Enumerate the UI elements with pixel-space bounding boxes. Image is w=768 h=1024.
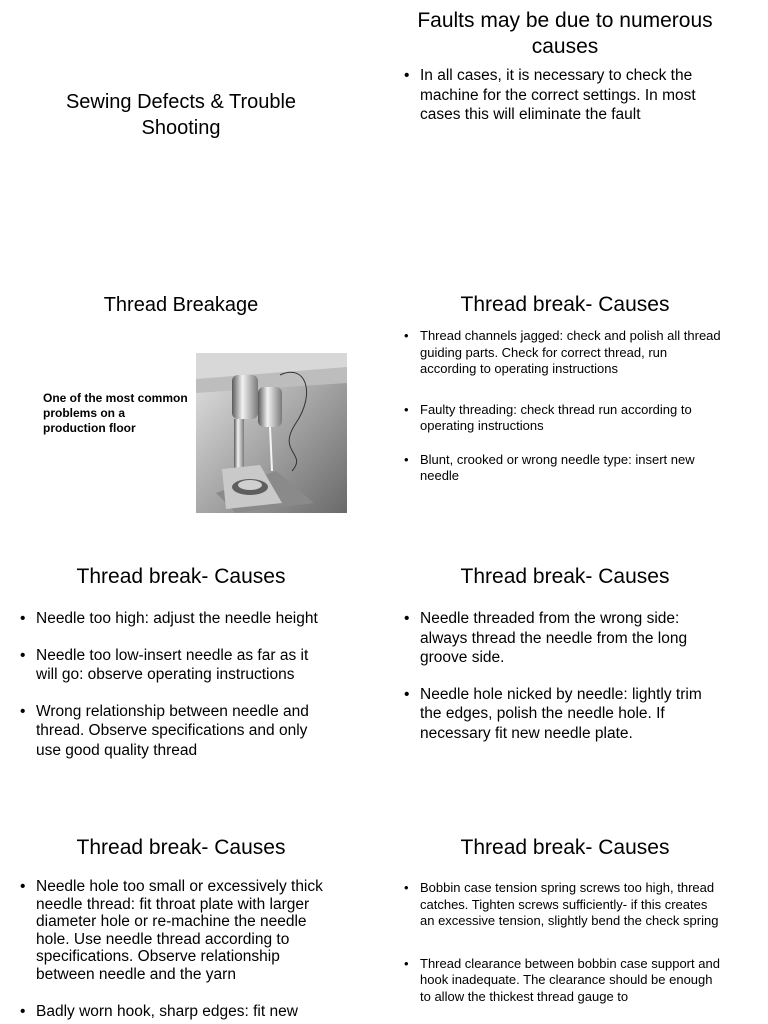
list-item: • Badly worn hook, sharp edges: fit new [20, 1003, 338, 1021]
slide6-title: Thread break- Causes [460, 565, 670, 588]
slide5-title: Thread break- Causes [76, 565, 286, 588]
list-item: • Needle hole too small or excessively thick needle thread: fit throat plate with larger diameter hole or re-machine the needle hole. Use needle thread according to specifications. Observe relationship between needle and the yarn [20, 878, 338, 983]
list-item: • Thread clearance between bobbin case support and hook inadequate. The clearance should be enough to allow the thickest thread gauge to [404, 956, 722, 1006]
slide4-title: Thread break- Causes [460, 293, 670, 316]
slide2-bullet-list [404, 66, 734, 125]
list-item: • Thread channels jagged: check and polish all thread guiding parts. Check for correct thread, run according to operating instructions [404, 328, 722, 378]
list-item: • Needle hole nicked by needle: lightly trim the edges, polish the needle hole. If necessary fit new needle plate. [404, 685, 724, 744]
list-item: • Blunt, crooked or wrong needle type: insert new needle [404, 452, 722, 485]
slide1-title: Sewing Defects & Trouble Shooting [65, 91, 297, 139]
slide3-caption: One of the most common problems on a production floor [43, 391, 188, 435]
slide2-title: Faults may be due to numerous causes [417, 9, 713, 58]
slide8-title: Thread break- Causes [460, 836, 670, 859]
slide5-bullet-list [20, 609, 332, 760]
slide7-title: Thread break- Causes [76, 836, 286, 859]
slide7-bullet-list [20, 878, 338, 1021]
slide6-bullet-list [404, 609, 724, 743]
sewing-machine-photo [196, 353, 347, 513]
list-item: • Needle too low-insert needle as far as it will go: observe operating instructions [20, 646, 332, 685]
slide3-title: Thread Breakage [103, 294, 259, 316]
list-item: • Needle threaded from the wrong side: always thread the needle from the long groove side. [404, 609, 724, 668]
list-item: • Bobbin case tension spring screws too high, thread catches. Tighten screws sufficiently- if this creates an excessive tension, slightly bend the check spring [404, 880, 722, 930]
slide4-bullet-list [404, 328, 722, 485]
sewing-machine-needle-icon [196, 353, 347, 513]
slide8-bullet-list [404, 880, 722, 1005]
list-item: • Needle too high: adjust the needle height [20, 609, 332, 629]
list-item: • In all cases, it is necessary to check the machine for the correct settings. In most cases this will eliminate the fault [404, 66, 734, 125]
list-item: • Faulty threading: check thread run according to operating instructions [404, 402, 722, 435]
list-item: • Wrong relationship between needle and thread. Observe specifications and only use good quality thread [20, 702, 332, 761]
